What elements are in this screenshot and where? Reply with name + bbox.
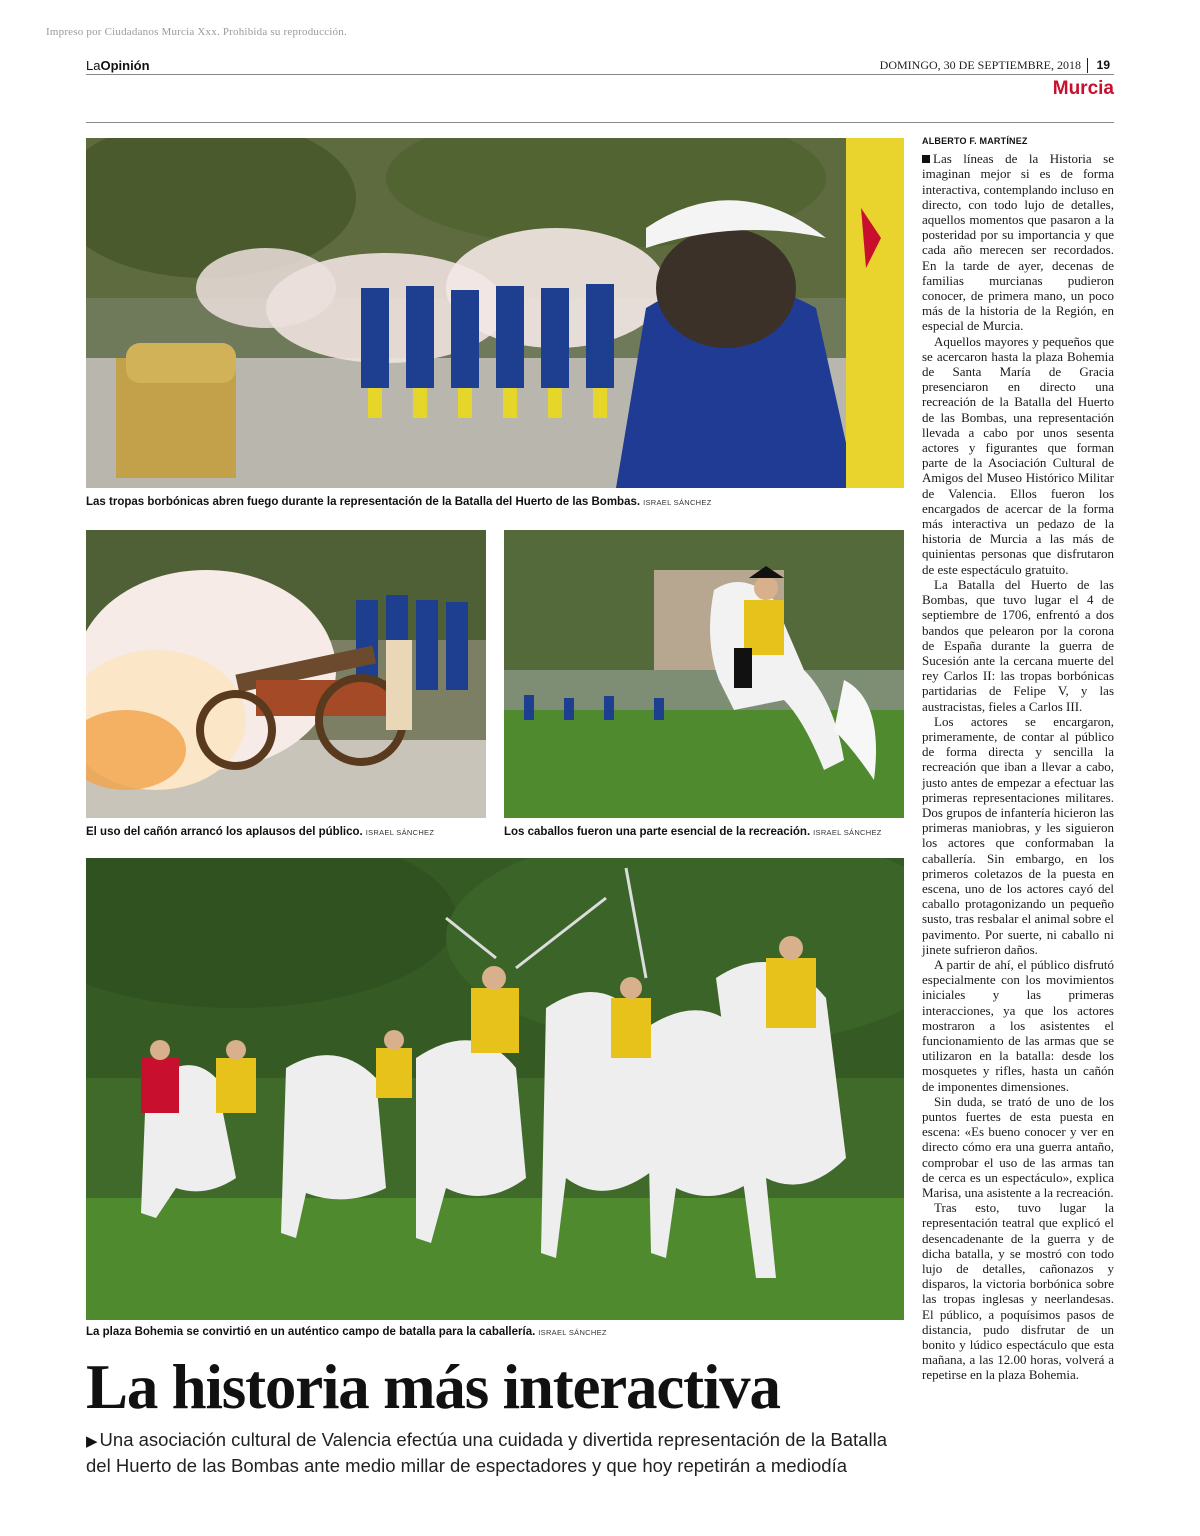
photo-caption: Los caballos fueron una parte esencial de la recreación. ISRAEL SÁNCHEZ [504, 826, 882, 838]
photo-credit: ISRAEL SÁNCHEZ [538, 1328, 607, 1337]
article-paragraph: Aquellos mayores y pequeños que se acercaron hasta la plaza Bohemia de Santa María de Gracia presenciaron en directo una recreación de la Batalla del Huerto de las Bombas, una representación llevada a cabo por unos sesenta actores y figurantes que forman parte de la Asociación Cultural de Amigos del Museo Histórico Militar de Valencia. Ellos fueron los encargados de acercar de la forma más interactiva un pedazo de la historia de Murcia a las más de quinientas personas que disfrutaron de este espectáculo gratuito. [922, 333, 1114, 577]
photo-credit: ISRAEL SÁNCHEZ [643, 498, 712, 507]
photo-cannon [86, 530, 486, 818]
section-rule [86, 122, 1114, 123]
article-body [922, 134, 1114, 1383]
photo-cavalry [86, 858, 904, 1320]
lead-square-icon [922, 155, 930, 163]
article-paragraph: A partir de ahí, el público disfrutó especialmente con los movimientos iniciales y las primeras interacciones, ya que los actores mostraron a los asistentes el funcionamiento de las armas que se utilizaron en la batalla: desde los mosquetes y rifles, hasta un cañón de imponentes dimensiones. [922, 956, 1114, 1094]
article-paragraph: Tras esto, tuvo lugar la representación teatral que explicó el desencadenante de la guerra y de dicha batalla, y se mostró con todo lujo de detalles, cañonazos y disparos, la victoria borbónica sobre las tropas inglesas y neerlandesas. El público, a poquísimos pasos de distancia, pudo disfrutar de un bonito y lúdico espectáculo que esta mañana, a las 12.00 horas, volverá a repetirse en la plaza Bohemia. [922, 1200, 1114, 1383]
issue-date: DOMINGO, 30 DE SEPTIEMBRE, 2018 [880, 58, 1088, 73]
article-paragraph: Sin duda, se trató de uno de los puntos fuertes de esta puesta en escena: «Es bueno conocer y ver en directo cómo era una guerra antaño, comprobar el uso de las armas tan de cerca es un espectáculo», explica Marisa, una asistente a la recreación. [922, 1093, 1114, 1201]
photo-caption: El uso del cañón arrancó los aplausos del público. ISRAEL SÁNCHEZ [86, 826, 435, 838]
section-name: Murcia [1052, 78, 1114, 99]
byline: ALBERTO F. MARTÍNEZ [922, 136, 1028, 146]
headline: La historia más interactiva [86, 1352, 780, 1422]
photo-caption: Las tropas borbónicas abren fuego durante la representación de la Batalla del Huerto de las Bombas. ISRAEL SÁNCHEZ [86, 496, 712, 508]
newspaper-logo: LaOpinión [86, 58, 150, 73]
photo-infantry-firing [86, 138, 904, 488]
subheadline: ▶ Una asociación cultural de Valencia efectúa una cuidada y divertida representación de la Batalla del Huerto de las Bombas ante medio millar de espectadores y que hoy repetirán a mediodía [86, 1429, 887, 1476]
bullet-triangle-icon: ▶ [86, 1433, 98, 1450]
photo-caption: La plaza Bohemia se convirtió en un auténtico campo de batalla para la caballería. ISRAEL SÁNCHEZ [86, 1326, 607, 1338]
page-number: 19 [1096, 58, 1110, 72]
photo-rearing-horse [504, 530, 904, 818]
print-watermark: Impreso por Ciudadanos Murcia Xxx. Prohibida su reproducción. [46, 26, 347, 38]
article-paragraph: La Batalla del Huerto de las Bombas, que tuvo lugar el 4 de septiembre de 1706, enfrentó a dos bandos que pelearon por la corona de España durante la guerra de Sucesión ante la cercana muerte del rey Carlos II: las tropas borbónicas partidarias de Felipe V, y las austracistas, fieles a Carlos III. [922, 576, 1114, 714]
photo-credit: ISRAEL SÁNCHEZ [365, 828, 435, 837]
article-paragraph: Los actores se encargaron, primeramente, de contar al público de forma directa y sencilla la recreación que iban a llevar a cabo, justo antes de empezar a efectuar las primeras representaciones militares. Dos grupos de infantería hicieron las primeras maniobras, y les siguieron los actores que conformaban la caballería. Sin embargo, en los primeros coletazos de la puesta en escena, uno de los actores cayó del caballo protagonizando un pequeño susto, tras resbalar el animal sobre el pavimento. Por suerte, ni caballo ni jinete sufrieron daños. [922, 713, 1114, 957]
article-paragraph: Las líneas de la Historia se imaginan mejor si es de forma interactiva, contemplando incluso en directo, con todo lujo de detalles, aquellos momentos que pasaron a la posteridad por su importancia y que cada año merecen ser recordados. En la tarde de ayer, decenas de familias murcianas pudieron conocer, de primera mano, un poco más de la historia de la Región, en especial de Murcia. [922, 151, 1114, 334]
photo-credit: ISRAEL SÁNCHEZ [813, 828, 882, 837]
header-rule [86, 74, 1114, 75]
